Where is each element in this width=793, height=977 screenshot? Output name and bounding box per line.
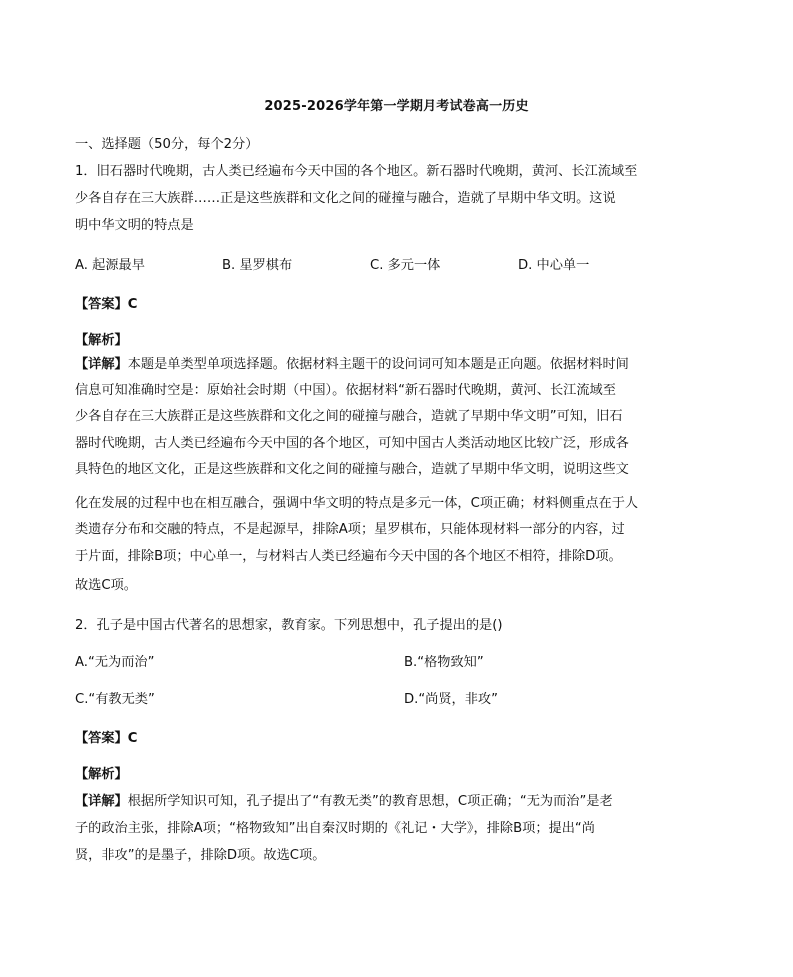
q2-option-b: B.“格物致知” [404,655,484,670]
q1-answer-value: C [127,297,138,312]
q2-stem: 2．孔子是中国古代著名的思想家，教育家。下列思想中，孔子提出的是() [75,618,503,633]
q1-detail-line-9: 故选C项。 [75,578,137,593]
q1-detail-tag: 【详解】 [75,357,128,372]
q2-detail-line-1 [75,793,725,811]
q1-detail-line-1 [75,356,725,374]
q1-stem-line-1: 1．旧石器时代晚期，古人类已经遍布今天中国的各个地区。新石器时代晚期，黄河、长江流域至 [75,164,638,179]
q2-detail-line-2: 子的政治主张，排除A项；“格物致知”出自秦汉时期的《礼记・大学》，排除B项；提出“尚 [75,821,595,836]
q2-option-c: C.“有教无类” [75,692,155,707]
q1-analysis-label: 【解析】 [75,333,128,348]
q2-analysis-label: 【解析】 [75,767,128,782]
q1-option-a: A. 起源最早 [75,258,145,273]
page-title: 2025-2026学年第一学期月考试卷高一历史 [264,99,529,114]
q1-option-d: D. 中心单一 [518,258,590,273]
q2-answer [75,730,725,748]
q2-detail-line-3: 贤，非攻”的是墨子，排除D项。故选C项。 [75,848,326,863]
q1-stem-line-2: 少各自存在三大族群……正是这些族群和文化之间的碰撞与融合，造就了早期中华文明。这说 [75,191,616,206]
q1-detail-line-5: 具特色的地区文化，正是这些族群和文化之间的碰撞与融合，造就了早期中华文明，说明这些文 [75,462,629,477]
q2-detail-tag: 【详解】 [75,794,128,809]
q1-stem-line-3: 明中华文明的特点是 [75,218,194,233]
section-heading: 一、选择题（50分，每个2分） [75,137,259,152]
q2-option-d: D.“尚贤，非攻” [404,692,498,707]
q1-detail-line-3: 少各自存在三大族群正是这些族群和文化之间的碰撞与融合，造就了早期中华文明”可知，旧石 [75,409,623,424]
q1-detail-line-7: 类遗存分布和交融的特点，不是起源早，排除A项；星罗棋布，只能体现材料一部分的内容，过 [75,522,625,537]
q1-detail-line-8: 于片面，排除B项；中心单一，与材料古人类已经遍布今天中国的各个地区不相符，排除D项。 [75,549,622,564]
q2-option-a: A.“无为而治” [75,655,155,670]
q1-answer [75,296,725,314]
q2-answer-value: C [127,731,138,746]
q1-option-b: B. 星罗棋布 [222,258,293,273]
q1-detail-line-2: 信息可知准确时空是：原始社会时期（中国）。依据材料“新石器时代晚期，黄河、长江流域至 [75,383,616,398]
q1-detail-line-6: 化在发展的过程中也在相互融合，强调中华文明的特点是多元一体，C项正确；材料侧重点在于人 [75,496,639,511]
q2-answer-tag: 【答案】 [75,731,128,746]
q2-detail-text-1: 根据所学知识可知，孔子提出了“有教无类”的教育思想，C项正确；“无为而治”是老 [127,794,613,809]
q1-detail-line-4: 器时代晚期，古人类已经遍布今天中国的各个地区，可知中国古人类活动地区比较广泛，形成各 [75,436,629,451]
q1-analysis-tag [75,332,725,350]
q2-analysis-tag [75,766,725,784]
q1-detail-text-1: 本题是单类型单项选择题。依据材料主题干的设问词可知本题是正向题。依据材料时间 [127,357,629,372]
q1-option-c: C. 多元一体 [370,258,441,273]
q1-answer-tag: 【答案】 [75,297,128,312]
